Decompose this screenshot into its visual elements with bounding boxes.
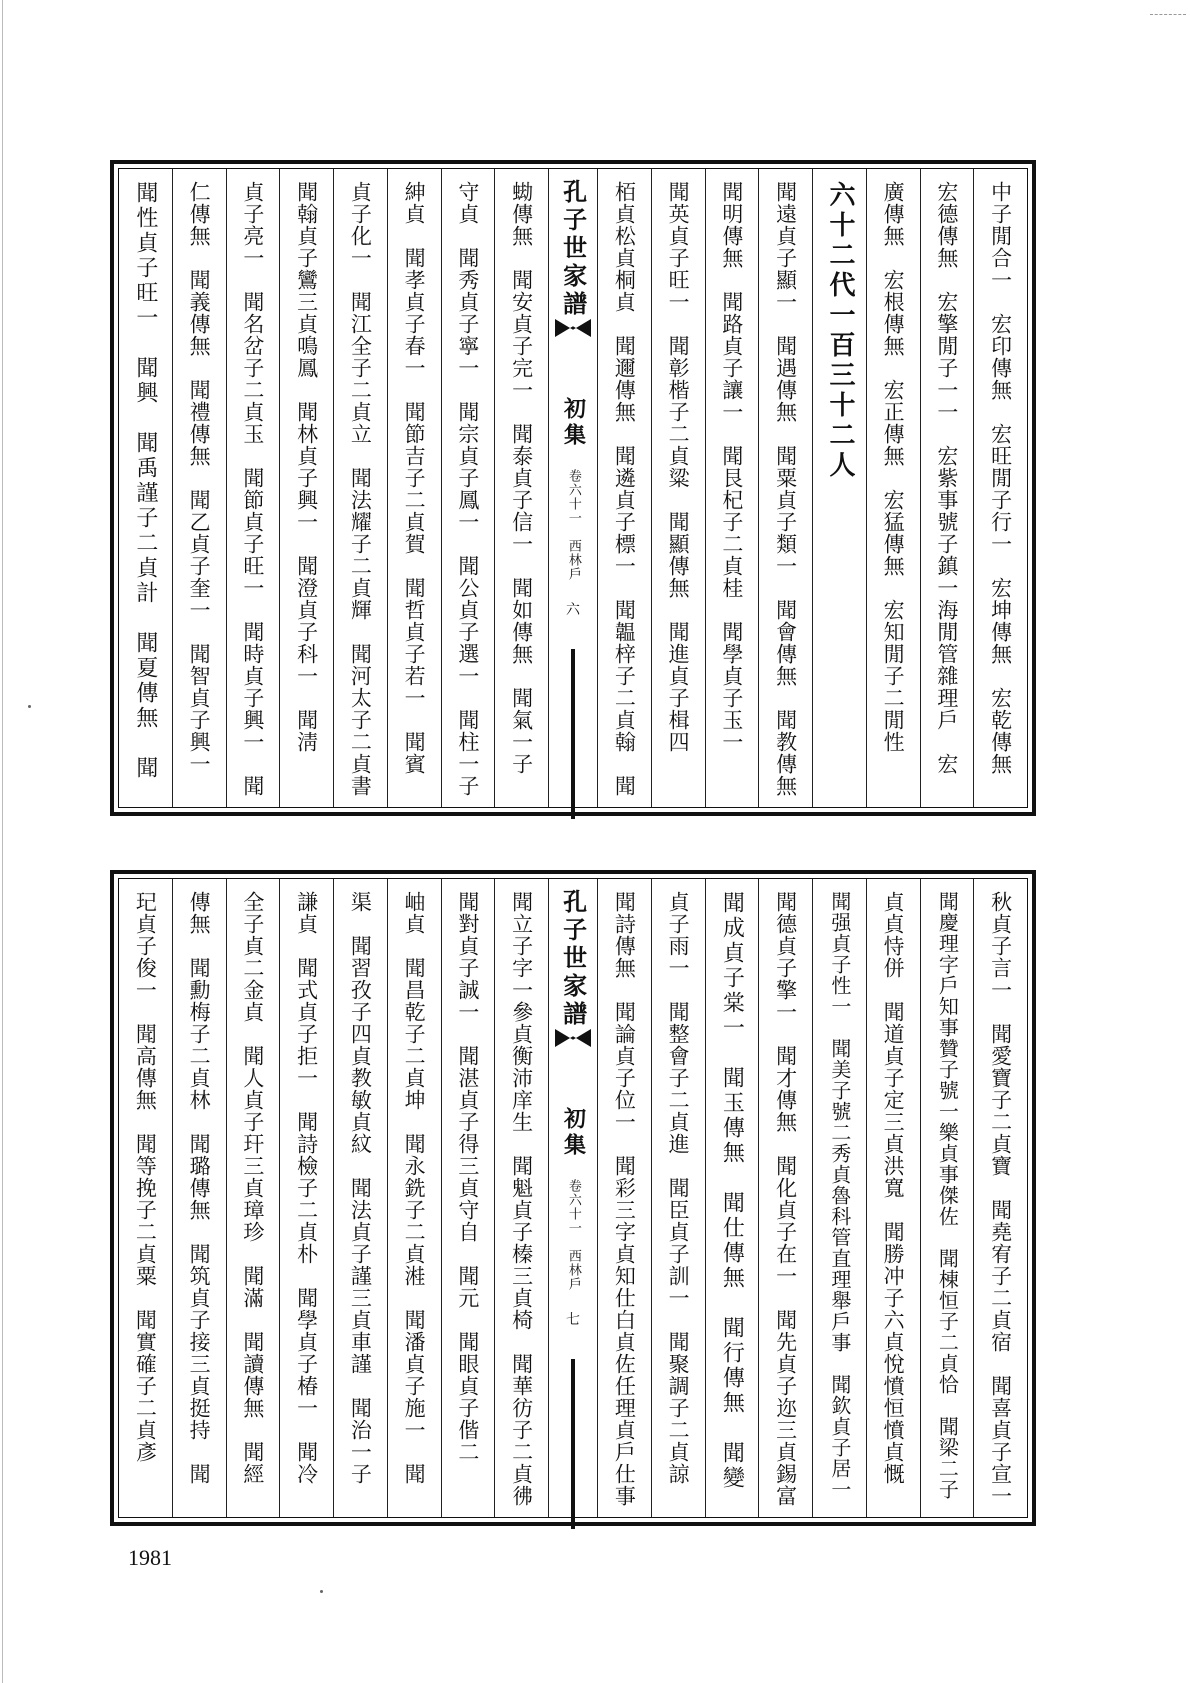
- generation-heading: 六十二代一百三十二人: [825, 181, 856, 481]
- column-text: 貞子亮一 聞名岔子二貞玉 聞節貞子旺一 聞時貞子興一 聞: [240, 181, 265, 797]
- column-text: 傳無 聞勳梅子二貞林 聞璐傳無 聞筑貞子接三貞挺持 聞: [187, 891, 212, 1485]
- column-text: 玘貞子俊一 聞高傳無 聞等挽子二貞粟 聞實確子二貞彥: [133, 891, 158, 1463]
- entry-column: [651, 879, 705, 1517]
- column-text: 聞對貞子誠一 聞湛貞子得三貞守自 聞元 聞眼貞子偕二: [455, 891, 480, 1463]
- entry-column: [597, 879, 651, 1517]
- entry-column: [597, 169, 651, 807]
- entry-column: [279, 879, 333, 1517]
- fish-tail-ornament: [555, 1029, 591, 1047]
- scan-top-mark: [1150, 14, 1186, 15]
- center-fold-column: [548, 879, 597, 1517]
- entry-column: [279, 169, 333, 807]
- column-text: 貞子雨一 聞整會子二貞進 聞臣貞子訓一 聞聚調子二貞諒: [666, 891, 691, 1485]
- column-text: 聞詩傳無 聞論貞子位一 聞彩三字貞知仕白貞佐任理貞戶仕事: [612, 891, 637, 1507]
- entry-column: [441, 879, 495, 1517]
- book-title: 孔子世家譜: [558, 179, 588, 319]
- page-inner-frame: [118, 168, 1028, 808]
- entry-column: [973, 169, 1027, 807]
- entry-column: [920, 169, 974, 807]
- column-text: 聞性貞子旺一 聞興 聞禹謹子二貞計 聞夏傳無 聞: [132, 181, 158, 781]
- entry-column: [920, 879, 974, 1517]
- column-text: 聞慶理字戶知事贊子號一樂貞事傑佐 聞棟恒子二貞恰 聞梁二子: [935, 891, 960, 1500]
- column-text: 廣傳無 宏根傳無 宏正傳無 宏猛傳無 宏知閒子二閒性: [881, 181, 906, 753]
- scan-speck: [28, 705, 31, 708]
- entry-column: [333, 169, 387, 807]
- entry-column: [866, 169, 920, 807]
- entry-column: [494, 879, 548, 1517]
- column-text: 仁傳無 聞義傳無 聞禮傳無 聞乙貞子奎一 聞智貞子興一: [187, 181, 212, 775]
- leaf-number: 七: [566, 1312, 580, 1328]
- scan-speck: [320, 1590, 323, 1593]
- entry-column: [651, 169, 705, 807]
- genealogy-page-upper: [110, 160, 1036, 816]
- entry-column: [333, 879, 387, 1517]
- column-text: 宏德傳無 宏擎閒子一一 宏紫事號子鎮一海閒管雜理戶 宏: [934, 181, 959, 775]
- entry-column: [226, 879, 280, 1517]
- column-text: 聞德貞子擎一 聞才傳無 聞化貞子在一 聞先貞子迩三貞錫富: [773, 891, 798, 1507]
- fish-tail-ornament: [555, 319, 591, 337]
- entry-column: [226, 169, 280, 807]
- column-grid: [119, 879, 1027, 1517]
- book-title: 孔子世家譜: [558, 889, 588, 1029]
- column-text: 全子貞二金貞 聞人貞子玕三貞璋珍 聞滿 聞讀傳無 聞經: [240, 891, 265, 1485]
- column-text: 中子閒合一 宏印傳無 宏旺閒子行一 宏坤傳無 宏乾傳無: [988, 181, 1013, 775]
- entry-column: [119, 879, 172, 1517]
- entry-column: [119, 169, 172, 807]
- genealogy-page-lower: [110, 870, 1036, 1526]
- column-text: 聞英貞子旺一 聞彰楷子二貞粱 聞顯傳無 聞進貞子楫四: [666, 181, 691, 753]
- column-text: 蜐傳無 聞安貞子完一 聞泰貞子信一 聞如傳無 聞氣一子: [509, 181, 534, 775]
- entry-column: [866, 879, 920, 1517]
- column-text: 岫貞 聞昌乾子二貞坤 聞永銑子二貞溎 聞潘貞子施一 聞: [402, 891, 427, 1485]
- column-text: 聞强貞子性一 聞美子號二秀貞魯科管直理舉戶事 聞欽貞子居一: [827, 891, 852, 1500]
- column-text: 秋貞子言一 聞愛寶子二貞寶 聞堯宥子二貞宿 聞喜貞子宣一: [988, 891, 1013, 1507]
- scan-left-edge: [2, 0, 3, 1683]
- column-text: 栢貞松貞桐貞 聞邇傳無 聞遴貞子標一 聞韞梓子二貞翰 聞: [612, 181, 637, 797]
- column-text: 聞明傳無 聞路貞子讓一 聞艮杞子二貞桂 聞學貞子玉一: [719, 181, 744, 753]
- entry-column: [705, 879, 759, 1517]
- column-text: 守貞 聞秀貞子寧一 聞宗貞子鳳一 聞公貞子選一 聞柱一子: [455, 181, 480, 797]
- column-text: 聞遠貞子顯一 聞遇傳無 聞粟貞子類一 聞會傳無 聞教傳無: [773, 181, 798, 797]
- entry-column: [172, 879, 226, 1517]
- column-text: 謙貞 聞式貞子拒一 聞詩檢子二貞朴 聞學貞子椿一 聞冷: [294, 891, 319, 1485]
- fold-bar: [571, 1359, 575, 1529]
- entry-column: [172, 169, 226, 807]
- volume-note: 卷六十一 西林戶: [565, 1179, 581, 1291]
- column-text: 聞翰貞子鸞三貞鳴鳳 聞林貞子興一 聞澄貞子科一 聞淸: [294, 181, 319, 753]
- column-grid: [119, 169, 1027, 807]
- column-text: 渠 聞習孜子四貞教敏貞紋 聞法貞子謹三貞車謹 聞治一子: [348, 891, 373, 1485]
- entry-column: [812, 879, 866, 1517]
- column-text: 貞子化一 聞江全子二貞立 聞法耀子二貞輝 聞河太子二貞書: [348, 181, 373, 797]
- fold-bar: [571, 649, 575, 819]
- entry-column: [494, 169, 548, 807]
- column-text: 紳貞 聞孝貞子春一 聞節吉子二貞賀 聞哲貞子若一 聞賓: [402, 181, 427, 775]
- center-fold-column: [548, 169, 597, 807]
- column-text: 聞立子字一參貞衡沛庠生 聞魁貞子榛三貞椅 聞華彷子二貞彿: [509, 891, 534, 1507]
- leaf-number: 六: [566, 602, 580, 618]
- column-text: 聞成貞子棠一 聞玉傳無 聞仕傳無 聞行傳無 聞變: [719, 891, 745, 1491]
- entry-column: [387, 879, 441, 1517]
- page-inner-frame: [118, 878, 1028, 1518]
- entry-column: [387, 169, 441, 807]
- volume-label: 初集: [560, 397, 587, 449]
- generation-heading-column: [812, 169, 866, 807]
- entry-column: [705, 169, 759, 807]
- entry-column: [758, 879, 812, 1517]
- column-text: 貞貞恃併 聞道貞子定三貞洪寬 聞勝冲子六貞悅憤恒憤貞慨: [881, 891, 906, 1485]
- scan-page-number: 1981: [128, 1545, 172, 1570]
- volume-label: 初集: [560, 1107, 587, 1159]
- volume-note: 卷六十一 西林戶: [565, 469, 581, 581]
- entry-column: [973, 879, 1027, 1517]
- entry-column: [758, 169, 812, 807]
- entry-column: [441, 169, 495, 807]
